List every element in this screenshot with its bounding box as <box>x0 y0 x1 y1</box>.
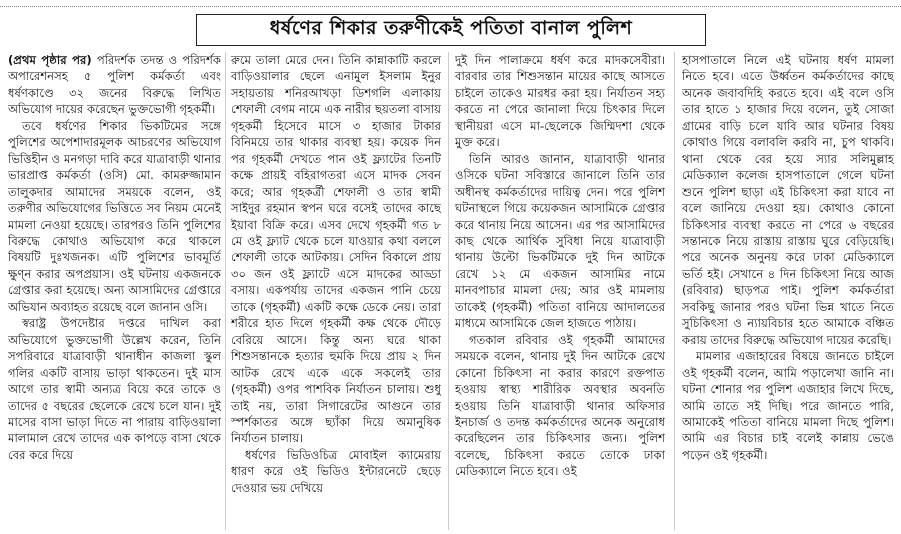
column-2-paragraph-2: ধর্ষণের ভিডিওচিত্র মোবাইল ক্যামেরায় ধারণ করে ওই ভিডিও ইন্টারনেটে ছেড়ে দেওয়ার ভয় দেখিয়ে <box>231 447 441 495</box>
column-3-paragraph-1: দুই দিন পালাক্রমে ধর্ষণ করে মাদকসেবীরা। বারবার তার শিশুসন্তান মায়ের কাছে আসতে চাইলে তাকেও মারধর করা হয়। নির্যাতন সহ্য করতে না পেরে জানালা দিয়ে চিৎকার দিলে স্থানীয়রা এসে মা-ছেলেকে জিম্মিদশা থেকে মুক্ত করে। <box>455 53 665 150</box>
article-column-4 <box>682 52 894 532</box>
column-divider <box>225 52 226 530</box>
column-1-paragraph-2: তবে ধর্ষণের শিকার ভিকটিমের সঙ্গে পুলিশের অপেশাদারমূলক আচরণের অভিযোগ ভিত্তিহীন ও মনগড়া দাবি করে যাত্রাবাড়ী থানার ভারপ্রাপ্ত কর্মকর্তা (ওসি) মো. কামরুজ্জামান তালুকদার আমাদের সময়কে বলেন, ওই তরুণীর অভিযোগের ভিত্তিতে সব নিয়ম মেনেই মামলা নেওয়া হয়েছে। তারপরও তিনি পুলিশের বিরুদ্ধে কোথাও অভিযোগ করে থাকলে বিষয়টি দুঃখজনক। এটি পুলিশের ভাবমূর্তি ক্ষুণ্ন করার অপপ্রয়াস। ওই ঘটনায় একজনকে গ্রেপ্তার করা হয়েছে। অন্য আসামিদের গ্রেপ্তারে অভিযান অব্যাহত রয়েছে বলে জানান ওসি। <box>8 118 221 314</box>
paragraph-text: পরিদর্শক তদন্ত ও পরিদর্শক অপারেশনসহ ৫ পুলিশ কর্মকর্তা এবং ধর্ষণকাণ্ডে ৩২ জনের বিরুদ্ধে লিখিত অভিযোগ দায়ের করেছেন ভুক্তভোগী গৃহকর্মী। <box>8 53 221 117</box>
column-3-paragraph-3: গতকাল রবিবার ওই গৃহকর্মী আমাদের সময়কে বলেন, থানায় দুই দিন আটকে রেখে কোনো চিকিৎসা না করার কারণে রক্তপাত হওয়ায় স্বাস্থ্য শারীরিক অবস্থার অবনতি হওয়ায় তিনি যাত্রাবাড়ী থানার অফিসার ইনচার্জ ও তদন্ত কর্মকর্তাদের অনেক অনুরোধ করেছিলেন তার চিকিৎসার জন্য। পুলিশ বলেছে, চিকিৎসা করতে তোকে ঢাকা মেডিক্যালে নিতে হবে। ওই <box>455 332 665 479</box>
article-headline: ধর্ষণের শিকার তরুণীকেই পতিতা বানাল পুলিশ <box>269 17 633 39</box>
column-divider <box>448 52 449 530</box>
column-4-paragraph-1: হাসপাতালে নিলে এই ঘটনায় ধর্ষণ মামলা নিতে হবে। এতে উর্ধ্বতন কর্মকর্তাদের কাছে অনেক জবাবদিহি করতে হবে। এই বলে ওসি তার হাতে ১ হাজার দিয়ে বলেন, তুই সোজা গ্রামের বাড়ি চলে যাবি আর ঘটনার বিষয় কোথাও গিয়ে বলাবলি করবি না, চুপ থাকবি। থানা থেকে বের হয়ে স্যার সলিমুল্লাহ মেডিক্যাল কলেজ হাসপাতালে গেলে ঘটনা শুনে পুলিশ ছাড়া এই চিকিৎসা করা যাবে না বলে জানিয়ে দেওয়া হয়। কোথাও কোনো চিকিৎসার ব্যবস্থা করতে না পেরে ৬ বছরের সন্তানকে নিয়ে রাস্তায় রাস্তায় ঘুরে বেড়িয়েছি। পরে অনেক অনুনয় করে ঢাকা মেডিক্যালে ভর্তি হই। সেখানে ৪ দিন চিকিৎসা নিয়ে আজ (রবিবার) ছাড়পত্র পাই। পুলিশ কর্মকর্তারা সবকিছু জানার পরও ঘটনা ভিন্ন খাতে নিতে সুচিকিৎসা ও ন্যায়বিচার হতে আমাকে বঞ্চিত করায় তাদের বিরুদ্ধে অভিযোগ দায়ের করেছি। <box>682 53 894 347</box>
column-2-paragraph-1: রুমে তালা মেরে দেন। তিনি কান্নাকাটি করলে বাড়িওয়ালার ছেলে এনামুল ইসলাম ইনুর সহায়তায় শনিরআখড়া ডিশগলি এলাকায় শেফালী বেগম নামে এক নারীর ছয়তলা বাসায় গৃহকর্মী হিসেবে মাসে ৩ হাজার টাকার বিনিময়ে তার থাকার ব্যবস্থা হয়। কয়েক দিন পর গৃহকর্মী দেখতে পান ওই ফ্ল্যাটের তিনটি কক্ষে প্রায়ই বহিরাগতরা এসে মাদক সেবন করে; আর গৃহকর্ত্রী শেফালী ও তার স্বামী সাইদুর রহমান স্বপন ঘরে বসেই তাদের কাছে ইয়াবা বিক্রি করে। এসব দেখে গৃহকর্মী গত ৮ মে ওই ফ্ল্যাট থেকে চলে যাওয়ার কথা বললে শেফালী তাকে আটকায়। সেদিন বিকালে প্রায় ৩০ জন ওই ফ্ল্যাটে এসে মাদকের আড্ডা বসায়। একপর্যায় তাদের একজন পানি চেয়ে তাকে (গৃহকর্মী) একটি কক্ষে ডেকে নেয়। তারা শরীরে হাত দিলে গৃহকর্মী কক্ষ থেকে দৌড়ে বেরিয়ে আসে। কিন্তু অন্য ঘরে থাকা শিশুসন্তানকে হত্যার হুমকি দিয়ে প্রায় ২ দিন আটক রেখে একে একে সকলেই তার (গৃহকর্মী) ওপর পাশবিক নির্যাতন চালায়। শুধু তাই নয়, তারা সিগারেটের আগুনে তার স্পর্শকাতর অঙ্গে ছ্যাঁকা দিয়ে অমানুষিক নির্যাতন চালায়। <box>231 53 441 446</box>
column-1-paragraph-3: স্বরাষ্ট্র উপদেষ্টার দপ্তরে দাখিল করা অভিযোগে ভুক্তভোগী উল্লেখ করেন, তিনি সপরিবারে যাত্রাবাড়ী থানাধীন কাজলা স্কুল গলির একটি বাসায় ভাড়া থাকতেন। দুই মাস আগে তার স্বামী অন্যত্র বিয়ে করে তাকে ও তাদের ৫ বছরের ছেলেকে রেখে চলে যান। দুই মাসের বাসা ভাড়া দিতে না পারায় বাড়িওয়ালা মালামাল রেখে তাদের এক কাপড়ে বাসা থেকে বের করে দিয়ে <box>8 316 221 462</box>
column-4-paragraph-2: মামলার এজাহারের বিষয়ে জানতে চাইলে ওই গৃহকর্মী বলেন, আমি পড়ালেখা জানি না। ঘটনা শোনার পর পুলিশ এজাহার লিখে দিছে, আমি তাতে সই দিছি। পরে জানতে পারি, আমাকেই পতিতা বানিয়ে মামলা দিছে পুলিশ। আমি এর বিচার চাই বলেই কান্নায় ভেঙে পড়েন ওই গৃহকর্মী। <box>682 349 894 462</box>
article-column-3 <box>455 52 665 532</box>
column-divider <box>674 52 675 530</box>
column-1-paragraph-1 <box>8 52 221 118</box>
continuation-tag: (প্রথম পৃষ্ঠার পর) <box>8 53 92 67</box>
top-divider <box>0 0 901 7</box>
headline-box <box>196 14 706 46</box>
article-column-1 <box>8 52 221 532</box>
column-3-paragraph-2: তিনি আরও জানান, যাত্রাবাড়ী থানার ওসিকে ঘটনা সবিস্তারে জানালে তিনি তার অধীনস্থ কর্মকর্তাদের দায়িত্ব দেন। পরে পুলিশ ঘটনাস্থলে গিয়ে কয়েকজন আসামিকে গ্রেপ্তার করে থানায় নিয়ে আসেন। এর পর আসামিদের কাছ থেকে আর্থিক সুবিধা নিয়ে যাত্রাবাড়ী থানায় উল্টো ভিকটিমকে দুই দিন আটকে রেখে ১২ মে একজন আসামির নামে মানবপাচার মামলা দেয়; আর ওই মামলায় তাকেই (গৃহকর্মী) পতিতা বানিয়ে আদালতের মাধ্যমে আসামিকে জেল হাজতে পাঠায়। <box>455 151 665 331</box>
article-column-2 <box>231 52 441 532</box>
